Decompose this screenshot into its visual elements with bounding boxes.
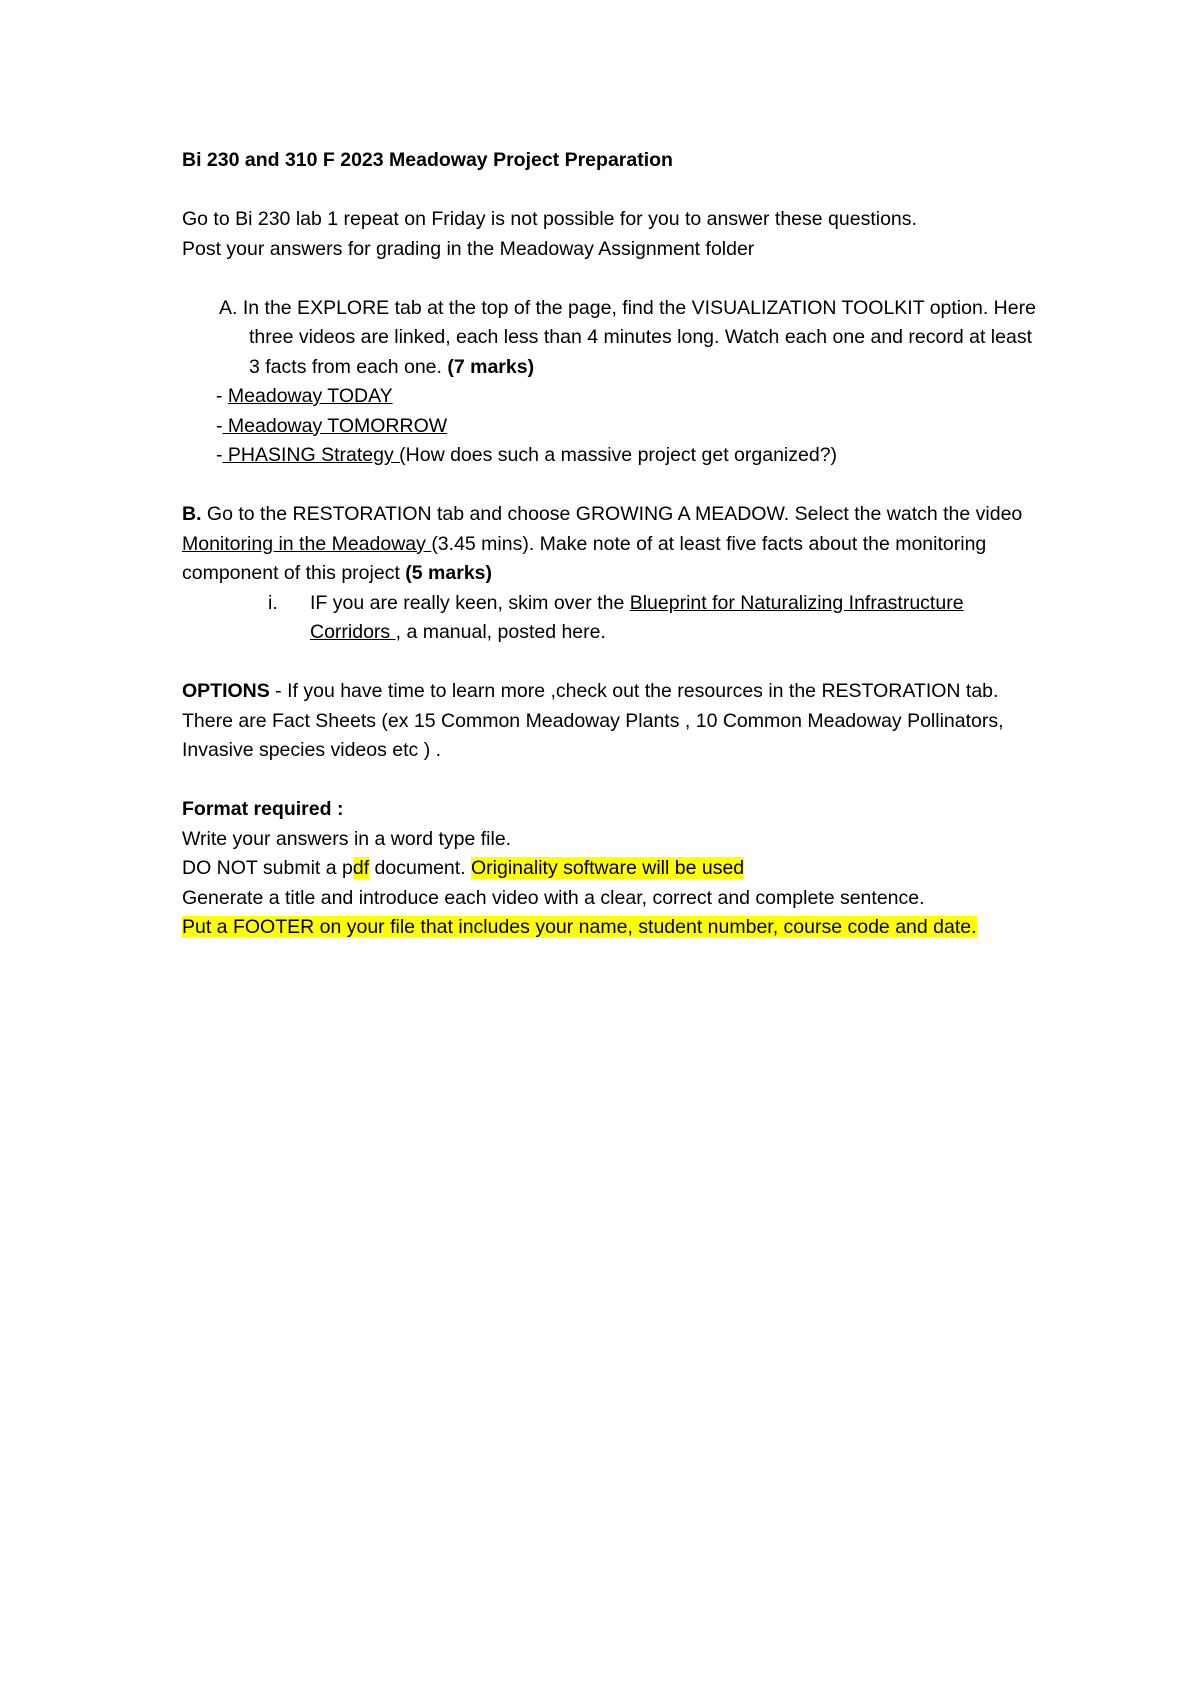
- highlight-footer-instruction: Put a FOOTER on your file that includes your name, student number, course code and date.: [182, 916, 977, 938]
- video-link-item: [182, 441, 1042, 471]
- section-b-body-2: (3.45 mins). Make note of at least five facts about the monitoring component of this project: [182, 532, 987, 584]
- video-link-item: [182, 382, 1042, 412]
- format-line-2: [182, 854, 1042, 884]
- format-line-2-a: DO NOT submit a p: [182, 857, 353, 879]
- highlight-pdf: df: [352, 857, 370, 879]
- section-b-marker: B.: [182, 503, 202, 525]
- subitem-body-1: IF you are really keen, skim over the: [310, 591, 630, 614]
- format-line-2-b: document.: [369, 857, 472, 879]
- format-line-3: Generate a title and introduce each video with a clear, correct and complete sentence.: [182, 886, 925, 909]
- video-link-dash: -: [216, 444, 223, 466]
- section-b-text: [182, 500, 1042, 589]
- video-link-meadoway-tomorrow[interactable]: Meadoway TOMORROW: [222, 414, 448, 437]
- video-link-meadoway-today[interactable]: Meadoway TODAY: [227, 385, 393, 407]
- subitem-body-2: , a manual, posted here.: [395, 621, 606, 643]
- section-a-body: In the EXPLORE tab at the top of the page, find the VISUALIZATION TOOLKIT option. Here three videos are linked, each less than 4 minutes long. Watch each one and record at least 3 facts from each one.: [237, 296, 1036, 378]
- format-heading: Format required :: [182, 798, 344, 820]
- intro-line-2: Post your answers for grading in the Meadoway Assignment folder: [182, 237, 755, 260]
- video-link-dash: -: [216, 414, 223, 437]
- blueprint-manual-link[interactable]: Blueprint for Naturalizing Infrastructure Corridors: [310, 591, 964, 643]
- video-link-note: How does such a massive project get organized?): [405, 444, 838, 466]
- intro-line-1: Go to Bi 230 lab 1 repeat on Friday is not possible for you to answer these questions.: [182, 208, 917, 230]
- options-paragraph: [182, 677, 1042, 766]
- section-b-marks: (5 marks): [405, 562, 493, 584]
- monitoring-video-link[interactable]: Monitoring in the Meadoway: [182, 532, 432, 555]
- subitem-number: i.: [268, 591, 278, 614]
- options-label: OPTIONS: [182, 680, 270, 702]
- format-line-4: [182, 913, 1042, 943]
- section-b-subitem: [182, 589, 1042, 648]
- options-body: - If you have time to learn more ,check out the resources in the RESTORATION tab. There are Fact Sheets (ex 15 Common Meadoway Plants , 10 Common Meadoway Pollinators, Invasive species videos etc ) .: [182, 680, 1004, 761]
- section-b-body-1: Go to the RESTORATION tab and choose GROWING A MEADOW. Select the watch the video: [201, 503, 1023, 525]
- document-title: Bi 230 and 310 F 2023 Meadoway Project Preparation: [182, 149, 673, 171]
- document-body: [182, 146, 1042, 943]
- section-a-text: [182, 294, 1042, 383]
- video-link-item: [182, 412, 1042, 442]
- video-link-phasing-strategy[interactable]: PHASING Strategy (: [222, 444, 406, 466]
- highlight-originality: Originality software will be used: [471, 857, 745, 879]
- format-line-1: Write your answers in a word type file.: [182, 827, 512, 850]
- section-a-marker: A.: [219, 296, 238, 319]
- section-a-marks: (7 marks): [447, 355, 535, 378]
- video-link-dash: -: [216, 385, 228, 407]
